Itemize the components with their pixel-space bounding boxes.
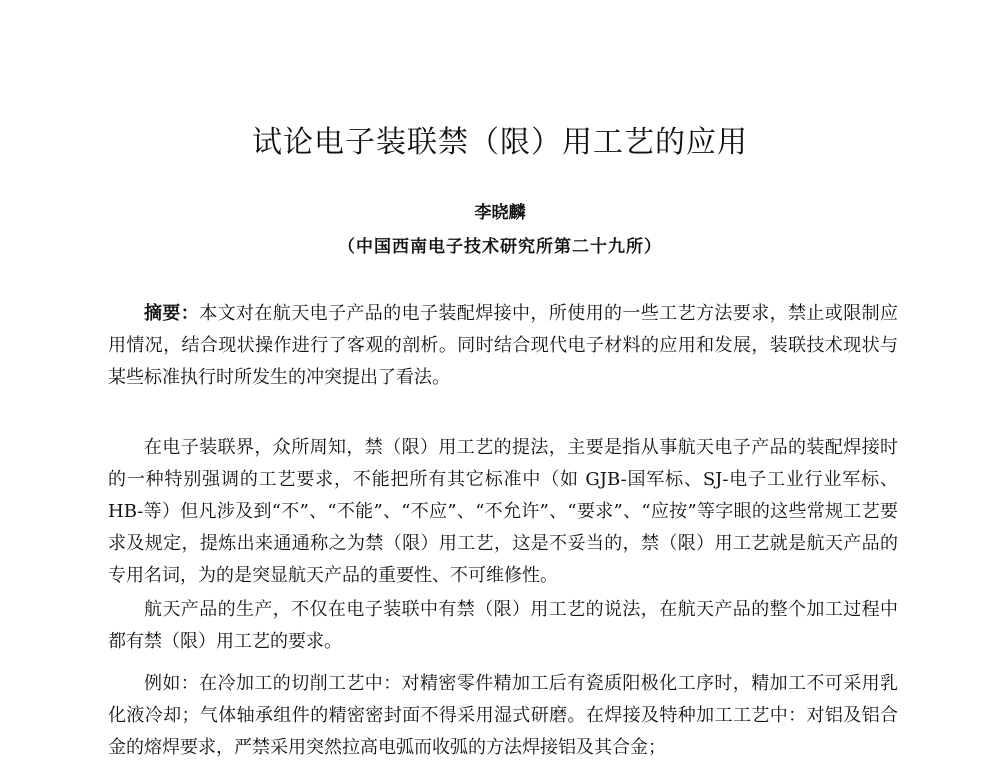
body-paragraph-2: 航天产品的生产，不仅在电子装联中有禁（限）用工艺的说法，在航天产品的整个加工过程中都有禁（限）用工艺的要求。 — [108, 599, 898, 652]
body-paragraph-1: 在电子装联界，众所周知，禁（限）用工艺的提法，主要是指从事航天电子产品的装配焊接时的一种特别强调的工艺要求，不能把所有其它标准中（如 GJB-国军标、SJ-电子工业行业军标、HB-等）但凡涉及到“不”、“不能”、“不应”、“不允许”、“要求”、“应按”等字眼的这些常规工艺要求及规定，提炼出来通通称之为禁（限）用工艺，这是不妥当的，禁（限）用工艺就是航天产品的专用名词，为的是突显航天产品的重要性、不可维修性。 — [108, 437, 898, 586]
body-paragraph-3: 例如：在冷加工的切削工艺中：对精密零件精加工后有瓷质阳极化工序时，精加工不可采用乳化液冷却；气体轴承组件的精密密封面不得采用湿式研磨。在焊接及特种加工工艺中：对铝及铝合金的熔焊要求，严禁采用突然拉高电弧而收弧的方法焊接铝及其合金； — [108, 673, 898, 758]
abstract-label: 摘要： — [144, 303, 200, 324]
abstract-text: 本文对在航天电子产品的电子装配焊接中，所使用的一些工艺方法要求，禁止或限制应用情况，结合现状操作进行了客观的剖析。同时结合现代电子材料的应用和发展，装联技术现状与某些标准执行时所发生的冲突提出了看法。 — [108, 303, 898, 388]
author-affiliation: （中国西南电子技术研究所第二十九所） — [338, 237, 662, 257]
author-name: 李晓麟 — [474, 203, 526, 223]
paper-title: 试论电子装联禁（限）用工艺的应用 — [252, 125, 748, 160]
abstract — [108, 298, 898, 394]
